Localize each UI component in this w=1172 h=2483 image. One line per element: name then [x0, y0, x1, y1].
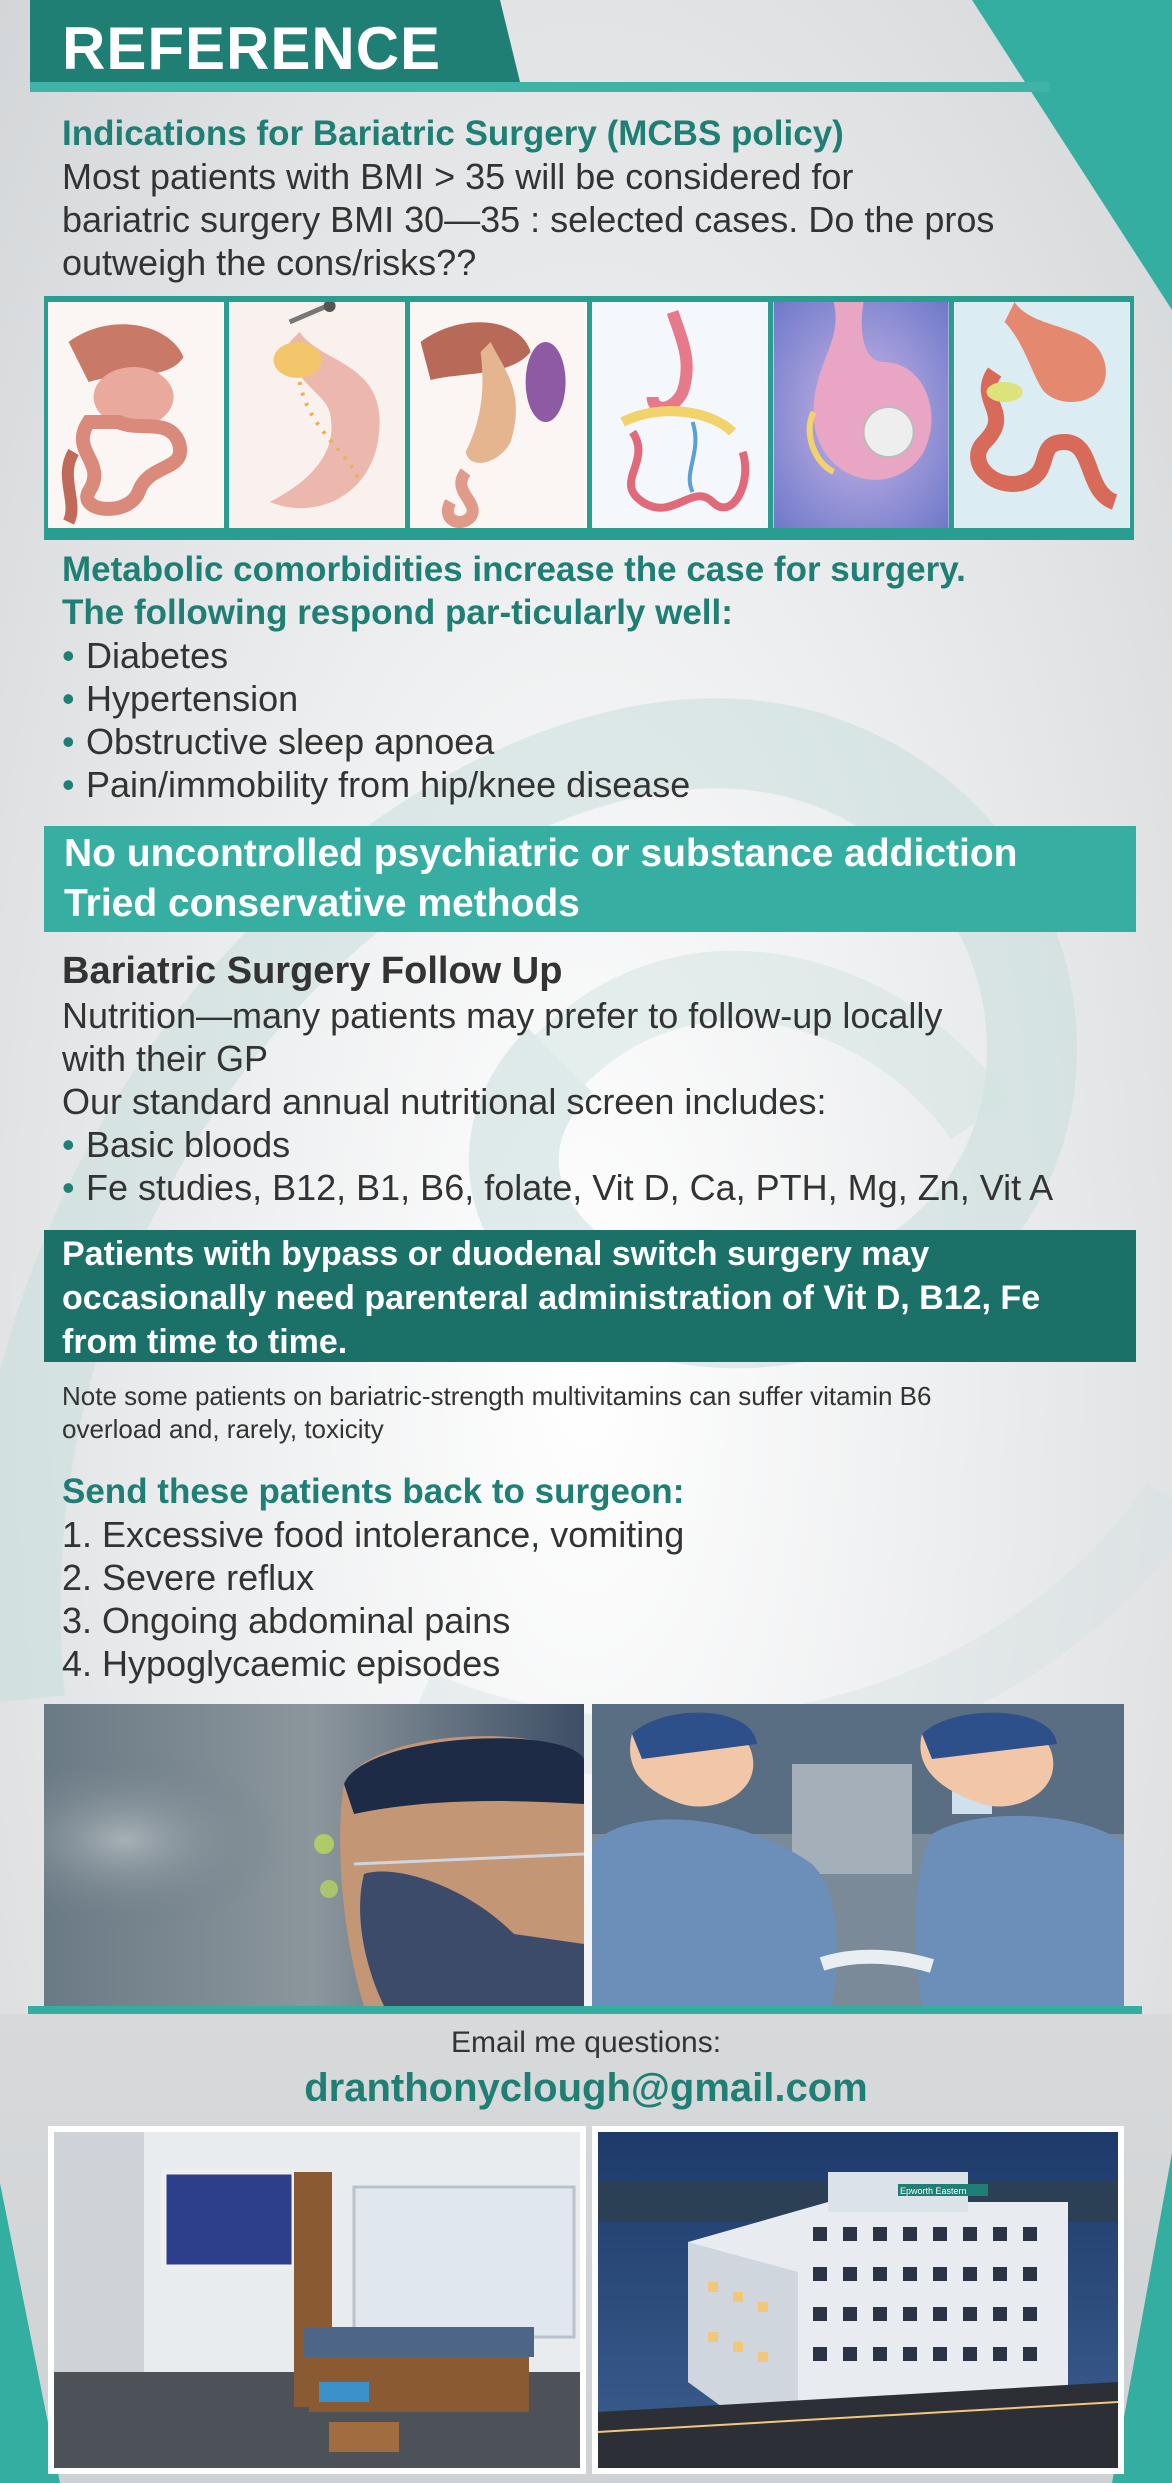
comorbidities-heading: Metabolic comorbidities increase the case for surgery.: [62, 550, 966, 589]
consulting-room-photo: [48, 2126, 586, 2474]
note-line: Note some patients on bariatric-strength multivitamins can suffer vitamin B6: [62, 1381, 932, 1411]
email-link[interactable]: dranthonyclough@gmail.com: [304, 2066, 868, 2110]
indications-section: [62, 112, 1102, 284]
list-item: • Diabetes: [62, 634, 1122, 677]
sleeve-gastrectomy-illustration: [410, 302, 586, 528]
footer-rule: [28, 2006, 1142, 2014]
list-item: • Obstructive sleep apnoea: [62, 720, 1122, 763]
indications-heading: Indications for Bariatric Surgery (MCBS policy): [62, 114, 844, 153]
mini-gastric-bypass-illustration: [954, 302, 1130, 528]
gastric-band-illustration: [229, 302, 405, 528]
comorbidities-list: [62, 634, 1122, 806]
list-item: • Hypertension: [62, 677, 1122, 720]
note-line: overload and, rarely, toxicity: [62, 1414, 384, 1444]
follow-up-section: [62, 948, 1142, 1209]
criteria-band: [44, 826, 1136, 932]
hospital-sign: Epworth Eastern: [900, 2186, 967, 2196]
contact-label: Email me questions:: [450, 2026, 722, 2059]
list-item: 1. Excessive food intolerance, vomiting: [62, 1514, 685, 1555]
procedure-illustrations: [44, 296, 1134, 540]
parenteral-line: Patients with bypass or duodenal switch surgery may: [62, 1235, 930, 1273]
surgeon-portrait-photo: [44, 1704, 584, 2006]
indications-line: outweigh the cons/risks??: [62, 242, 477, 283]
b6-note: [62, 1380, 1122, 1446]
criteria-line: No uncontrolled psychiatric or substance addiction: [64, 832, 1018, 875]
nutritional-screen-list: [62, 1123, 1142, 1209]
criteria-line: Tried conservative methods: [64, 882, 580, 925]
gastric-bypass-illustration: [48, 302, 224, 528]
comorbidities-heading: The following respond par-ticularly well:: [62, 593, 733, 632]
list-item: 3. Ongoing abdominal pains: [62, 1600, 511, 1641]
list-item: • Fe studies, B12, B1, B6, folate, Vit D, Ca, PTH, Mg, Zn, Vit A: [62, 1166, 1142, 1209]
parenteral-line: from time to time.: [62, 1323, 348, 1361]
list-item: • Basic bloods: [62, 1123, 1142, 1166]
header-title: REFERENCE: [62, 15, 442, 82]
surgical-team-photo: [592, 1704, 1124, 2006]
gastric-balloon-illustration: [773, 302, 949, 528]
send-back-section: [62, 1470, 1122, 1685]
parenteral-band: [44, 1230, 1136, 1362]
list-item: 4. Hypoglycaemic episodes: [62, 1643, 501, 1684]
follow-up-line: with their GP: [62, 1038, 269, 1079]
duodenal-switch-illustration: [592, 302, 768, 528]
list-item: 2. Severe reflux: [62, 1557, 315, 1598]
follow-up-line: Nutrition—many patients may prefer to follow-up locally: [62, 995, 943, 1036]
list-item: • Pain/immobility from hip/knee disease: [62, 763, 1122, 806]
indications-line: bariatric surgery BMI 30—35 : selected cases. Do the pros: [62, 199, 995, 240]
parenteral-line: occasionally need parenteral administration of Vit D, B12, Fe: [62, 1279, 1041, 1317]
follow-up-line: Our standard annual nutritional screen includes:: [62, 1081, 827, 1122]
comorbidities-section: [62, 548, 1122, 806]
follow-up-heading: Bariatric Surgery Follow Up: [62, 950, 563, 992]
indications-line: Most patients with BMI > 35 will be considered for: [62, 156, 854, 197]
contact-section: [0, 2024, 1172, 2114]
header-rule: [30, 82, 1050, 92]
hospital-building-photo: [592, 2126, 1124, 2474]
send-back-heading: Send these patients back to surgeon:: [62, 1472, 685, 1511]
